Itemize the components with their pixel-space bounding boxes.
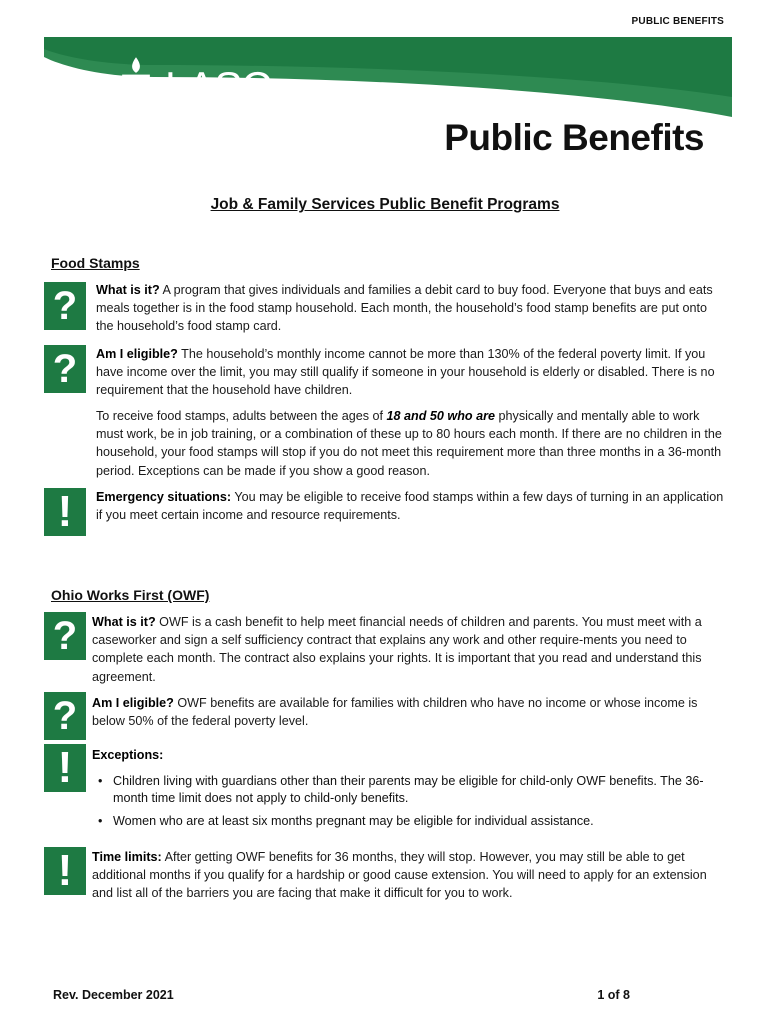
header-label: PUBLIC BENEFITS xyxy=(631,16,724,27)
owf-heading: Ohio Works First (OWF) xyxy=(51,587,210,603)
owf-time-limits xyxy=(92,848,726,903)
list-item xyxy=(96,813,726,830)
footer-revision: Rev. December 2021 xyxy=(53,988,174,1002)
work-text-a: To receive food stamps, adults between the ages of xyxy=(96,409,387,423)
list-item xyxy=(96,773,726,807)
owf-what-is-it xyxy=(92,613,726,686)
page-title: Public Benefits xyxy=(444,117,704,158)
owf-what-is-it-label: What is it? xyxy=(92,615,156,629)
eligible-label: Am I eligible? xyxy=(96,347,178,361)
time-limits-text: After getting OWF benefits for 36 months, they will stop. However, you may still be able to get additional months if you qualify for a hardship or good cause extension. You will need to apply for an extension and list all of the barriers you are facing that make it difficult for you to work. xyxy=(92,850,707,901)
exception-item-text: Children living with guardians other than their parents may be eligible for child-only OWF benefits. The 36-month time limit does not apply to child-only benefits. xyxy=(113,774,704,805)
exclamation-icon: ! xyxy=(44,488,86,536)
food-stamps-what-is-it xyxy=(96,281,726,336)
time-limits-label: Time limits: xyxy=(92,850,162,864)
bullet-icon: • xyxy=(98,774,103,788)
food-stamps-work-requirement xyxy=(96,407,726,480)
exclamation-icon: ! xyxy=(44,847,86,895)
exceptions-label: Exceptions: xyxy=(92,748,164,762)
logo-wordmark: LASC xyxy=(165,63,271,110)
owf-eligibility xyxy=(92,694,726,730)
owf-exceptions-label xyxy=(92,746,726,764)
lasc-logo-icon xyxy=(110,52,162,118)
question-icon: ? xyxy=(44,282,86,330)
question-icon: ? xyxy=(44,692,86,740)
question-icon: ? xyxy=(44,345,86,393)
what-is-it-label: What is it? xyxy=(96,283,160,297)
owf-eligible-text: OWF benefits are available for families with children who have no income or whose income is below 50% of the federal poverty level. xyxy=(92,696,698,729)
document-subtitle: Job & Family Services Public Benefit Programs xyxy=(210,196,560,213)
eligible-text: The household’s monthly income cannot be more than 130% of the federal poverty limit. If you have income over the limit, you may still qualify if someone in your household is elderly or disabled. There is no requirement that the household have children. xyxy=(96,347,715,398)
owf-what-is-it-text: OWF is a cash benefit to help meet financial needs of children and parents. You must meet with a caseworker and sign a self sufficiency contract that explains any work and other require-ments you need to complete each month. The contract also explains your rights. It is important that you read and understand this agreement. xyxy=(92,615,702,684)
food-stamps-emergency xyxy=(96,488,726,524)
exception-item-text: Women who are at least six months pregnant may be eligible for individual assistance. xyxy=(113,814,594,828)
logo-subtitle: The Legal Aid Society of Columbus xyxy=(166,110,252,116)
food-stamps-heading: Food Stamps xyxy=(51,255,140,271)
work-text-b: physically and mentally able to work must work, be in job training, or a combination of these up to 80 hours each month. If there are no children in the household, your food stamps will stop if you do not meet this requirement more than three months in a 36-month period. Exceptions can be made if you show a good reason. xyxy=(96,409,722,478)
exclamation-icon: ! xyxy=(44,744,86,792)
emergency-label: Emergency situations: xyxy=(96,490,232,504)
food-stamps-eligibility xyxy=(96,345,726,400)
emergency-text: You may be eligible to receive food stamps within a few days of turning in an application if you meet certain income and resource requirements. xyxy=(96,490,724,523)
bullet-icon: • xyxy=(98,814,103,828)
owf-eligible-label: Am I eligible? xyxy=(92,696,174,710)
footer-page-number: 1 of 8 xyxy=(597,988,630,1002)
question-icon: ? xyxy=(44,612,86,660)
work-emphasis: 18 and 50 who are xyxy=(386,409,496,423)
what-is-it-text: A program that gives individuals and families a debit card to buy food. Everyone that buys and eats meals together is in the food stamp household. Each month, the household’s food stamp benefits are put onto the household’s food stamp card. xyxy=(96,283,713,334)
